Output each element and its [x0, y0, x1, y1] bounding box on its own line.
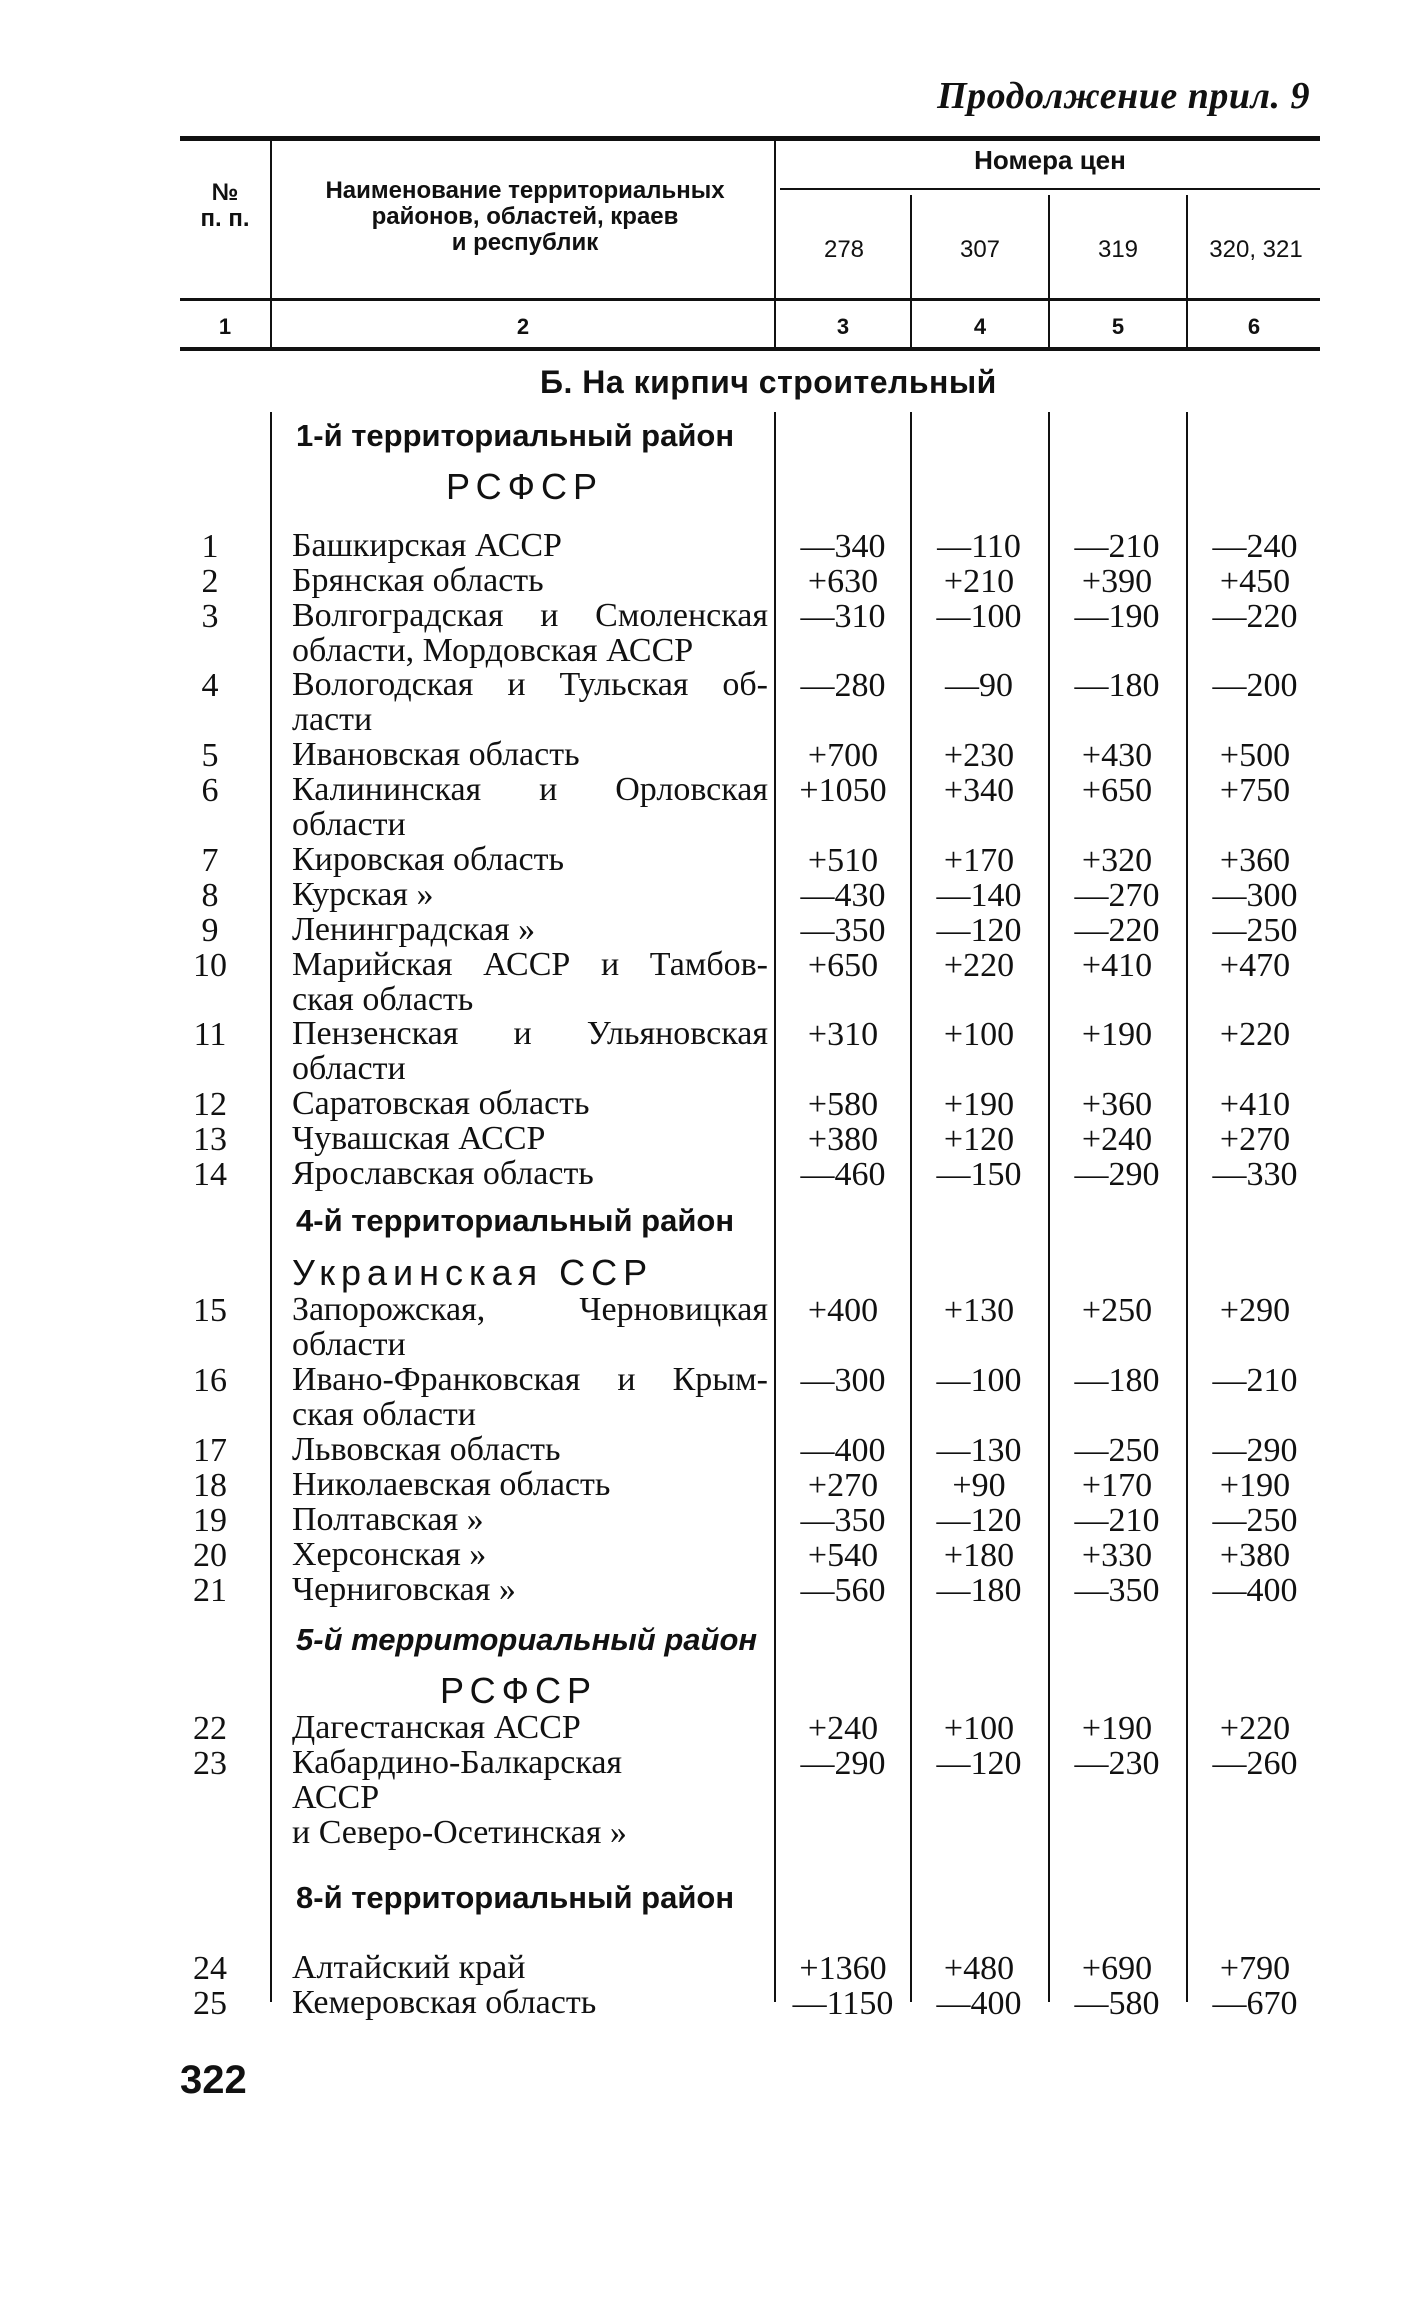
row-name-line: Кировская область: [292, 841, 565, 878]
row-name: [292, 772, 768, 842]
row-number: 19: [193, 1502, 227, 1539]
row-name: [292, 1467, 768, 1502]
row-value-col-6: —300: [1212, 877, 1298, 914]
row-value-col-6: —240: [1212, 528, 1298, 565]
row-number: 11: [193, 1016, 227, 1053]
row-value-col-3: +1360: [799, 1950, 887, 1987]
row-name: [292, 1950, 768, 1985]
row-value-col-5: —210: [1074, 528, 1160, 565]
row-number: 16: [193, 1362, 227, 1399]
row-value-col-3: —350: [800, 912, 886, 949]
row-value-col-5: +690: [1081, 1950, 1153, 1987]
col-number-1: 1: [218, 314, 232, 339]
header-prices-label: Номера цен: [974, 145, 1126, 175]
body-vline-5: [1186, 412, 1188, 2002]
row-name-line: Башкирская АССР: [292, 527, 562, 564]
row-number: 14: [193, 1156, 227, 1193]
row-name-line: области: [292, 1326, 406, 1363]
row-name: [292, 1745, 768, 1850]
row-name-line: Черниговская »: [292, 1571, 516, 1608]
row-name-line: Саратовская область: [292, 1085, 590, 1122]
row-value-col-4: —400: [936, 1985, 1022, 2022]
row-value-col-6: —330: [1212, 1156, 1298, 1193]
row-name-line: Ивановская область: [292, 736, 580, 773]
row-value-col-3: +580: [807, 1086, 879, 1123]
row-value-col-5: —230: [1074, 1745, 1160, 1782]
row-name: [292, 947, 768, 1017]
row-name-line: Кемеровская область: [292, 1984, 597, 2021]
row-name: [292, 563, 768, 598]
row-value-col-4: —130: [936, 1432, 1022, 1469]
row-value-col-3: +700: [807, 737, 879, 774]
row-value-col-3: +650: [807, 947, 879, 984]
row-value-col-3: +1050: [799, 772, 887, 809]
row-name: [292, 1156, 768, 1191]
col-number-4: 4: [973, 314, 987, 339]
row-name-line: Ленинградская »: [292, 911, 536, 948]
row-value-col-3: +510: [807, 842, 879, 879]
row-value-col-3: +380: [807, 1121, 879, 1158]
row-value-col-4: +130: [943, 1292, 1015, 1329]
row-value-col-3: —1150: [792, 1985, 894, 2022]
row-value-col-5: —220: [1074, 912, 1160, 949]
row-number: 9: [201, 912, 219, 949]
header-number-sign: №: [211, 179, 239, 206]
row-name-line: Львовская область: [292, 1431, 561, 1468]
row-value-col-5: —250: [1074, 1432, 1160, 1469]
row-name: [292, 877, 768, 912]
row-number: 18: [193, 1467, 227, 1504]
row-name: [292, 1432, 768, 1467]
row-value-col-4: +340: [943, 772, 1015, 809]
row-value-col-3: —400: [800, 1432, 886, 1469]
row-value-col-3: —350: [800, 1502, 886, 1539]
region-1-title: 1-й территориальный район: [296, 418, 735, 453]
row-value-col-5: +190: [1081, 1710, 1153, 1747]
row-value-col-5: —180: [1074, 1362, 1160, 1399]
row-number: 4: [201, 667, 219, 704]
row-value-col-5: +390: [1081, 563, 1153, 600]
region-4-title: 4-й территориальный район: [296, 1203, 735, 1238]
body-vline-3: [910, 412, 912, 2002]
row-name: [292, 667, 768, 737]
row-name-line: Вологодская и Тульская об-: [292, 666, 768, 703]
row-value-col-4: +100: [943, 1710, 1015, 1747]
row-value-col-3: +240: [807, 1710, 879, 1747]
row-value-col-6: +360: [1219, 842, 1291, 879]
row-name-line: АССР: [292, 1779, 380, 1816]
row-name-line: Ивано-Франковская и Крым-: [292, 1361, 768, 1398]
row-value-col-3: —280: [800, 667, 886, 704]
header-col-320-321: 320, 321: [1209, 236, 1303, 263]
row-value-col-6: —210: [1212, 1362, 1298, 1399]
row-number: 15: [193, 1292, 227, 1329]
row-value-col-5: —290: [1074, 1156, 1160, 1193]
row-value-col-4: +100: [943, 1016, 1015, 1053]
header-name-line-3: и республик: [451, 229, 599, 256]
row-value-col-5: +170: [1081, 1467, 1153, 1504]
row-value-col-5: +240: [1081, 1121, 1153, 1158]
row-value-col-5: +360: [1081, 1086, 1153, 1123]
row-name-line: Кабардино-Балкарская: [292, 1744, 623, 1781]
row-name: [292, 1121, 768, 1156]
row-name-line: и Северо-Осетинская »: [292, 1814, 627, 1851]
row-name: [292, 1086, 768, 1121]
running-head: Продолжение прил. 9: [937, 75, 1310, 117]
row-name: [292, 912, 768, 947]
row-value-col-5: +190: [1081, 1016, 1153, 1053]
row-value-col-4: +480: [943, 1950, 1015, 1987]
row-number: 10: [193, 947, 227, 984]
row-name-line: Брянская область: [292, 562, 544, 599]
row-name: [292, 1572, 768, 1607]
body-vline-4: [1048, 412, 1050, 2002]
col-number-3: 3: [836, 314, 850, 339]
header-col-307: 307: [959, 236, 1001, 263]
row-name-line: Алтайский край: [292, 1949, 526, 1986]
row-value-col-6: +220: [1219, 1710, 1291, 1747]
region-1-republic: РСФСР: [446, 466, 603, 507]
row-value-col-4: +190: [943, 1086, 1015, 1123]
row-value-col-6: +290: [1219, 1292, 1291, 1329]
row-value-col-5: +430: [1081, 737, 1153, 774]
row-value-col-4: —100: [936, 598, 1022, 635]
header-name-line-2: районов, областей, краев: [371, 203, 679, 230]
col-number-2: 2: [516, 314, 530, 339]
row-number: 1: [201, 528, 219, 565]
row-number: 21: [193, 1572, 227, 1609]
row-name-line: области, Мордовская АССР: [292, 632, 694, 669]
row-name-line: Николаевская область: [292, 1466, 611, 1503]
row-value-col-4: —150: [936, 1156, 1022, 1193]
row-name-line: Чувашская АССР: [292, 1120, 546, 1157]
row-value-col-4: +170: [943, 842, 1015, 879]
region-5-title: 5-й территориальный район: [296, 1622, 758, 1657]
row-name-line: Полтавская »: [292, 1501, 484, 1538]
row-value-col-5: —180: [1074, 667, 1160, 704]
row-value-col-6: +790: [1219, 1950, 1291, 1987]
row-value-col-3: +630: [807, 563, 879, 600]
page-number: 322: [180, 2058, 247, 2102]
row-value-col-4: —120: [936, 1502, 1022, 1539]
row-value-col-3: —460: [800, 1156, 886, 1193]
row-value-col-4: +180: [943, 1537, 1015, 1574]
row-value-col-6: +410: [1219, 1086, 1291, 1123]
row-name: [292, 528, 768, 563]
row-name-line: ская область: [292, 981, 474, 1018]
row-value-col-5: +330: [1081, 1537, 1153, 1574]
row-name-line: области: [292, 806, 406, 843]
row-value-col-5: —210: [1074, 1502, 1160, 1539]
row-name: [292, 1537, 768, 1572]
row-value-col-5: —580: [1074, 1985, 1160, 2022]
row-name-line: Ярославская область: [292, 1155, 594, 1192]
row-value-col-3: —310: [800, 598, 886, 635]
row-value-col-4: +230: [943, 737, 1015, 774]
row-value-col-5: —350: [1074, 1572, 1160, 1609]
row-number: 12: [193, 1086, 227, 1123]
row-value-col-4: +210: [943, 563, 1015, 600]
row-value-col-3: —430: [800, 877, 886, 914]
body-vline-1: [270, 412, 272, 2002]
row-name-line: Калининская и Орловская: [292, 771, 768, 808]
header-col-278: 278: [823, 236, 865, 263]
row-value-col-6: —290: [1212, 1432, 1298, 1469]
row-number: 5: [201, 737, 219, 774]
row-number: 2: [201, 563, 219, 600]
row-name: [292, 1710, 768, 1745]
header-number-label: [180, 180, 270, 232]
row-value-col-3: —560: [800, 1572, 886, 1609]
header-col-319: 319: [1097, 236, 1139, 263]
row-number: 6: [201, 772, 219, 809]
row-name-line: Волгоградская и Смоленская: [292, 597, 768, 634]
header-name-line-1: Наименование территориальных: [325, 177, 725, 204]
row-value-col-6: +190: [1219, 1467, 1291, 1504]
number-row-rule: [180, 347, 1320, 351]
row-value-col-5: —190: [1074, 598, 1160, 635]
header-inner-rule: [780, 188, 1320, 190]
row-name-line: Марийская АССР и Тамбов-: [292, 946, 768, 983]
row-name-line: области: [292, 1050, 406, 1087]
row-number: 23: [193, 1745, 227, 1782]
row-value-col-6: —260: [1212, 1745, 1298, 1782]
row-value-col-6: +750: [1219, 772, 1291, 809]
region-8-title: 8-й территориальный район: [296, 1880, 735, 1915]
col-number-6: 6: [1247, 314, 1261, 339]
row-value-col-6: +500: [1219, 737, 1291, 774]
row-name: [292, 1292, 768, 1362]
section-title: Б. На кирпич строительный: [540, 364, 997, 400]
row-value-col-4: —110: [937, 528, 1021, 565]
row-name-line: Запорожская, Черновицкая: [292, 1291, 768, 1328]
row-value-col-3: +540: [807, 1537, 879, 1574]
row-value-col-3: +400: [807, 1292, 879, 1329]
header-bottom-rule: [180, 298, 1320, 301]
row-value-col-5: +410: [1081, 947, 1153, 984]
row-name: [292, 1362, 768, 1432]
row-value-col-4: +120: [943, 1121, 1015, 1158]
row-value-col-5: +650: [1081, 772, 1153, 809]
row-value-col-4: +90: [952, 1467, 1006, 1504]
row-value-col-6: +220: [1219, 1016, 1291, 1053]
body-vline-2: [774, 412, 776, 2002]
row-value-col-4: +220: [943, 947, 1015, 984]
row-value-col-5: —270: [1074, 877, 1160, 914]
row-value-col-6: —200: [1212, 667, 1298, 704]
col-number-5: 5: [1111, 314, 1125, 339]
row-number: 17: [193, 1432, 227, 1469]
row-value-col-3: —290: [800, 1745, 886, 1782]
row-name: [292, 842, 768, 877]
row-name-line: Курская »: [292, 876, 434, 913]
row-value-col-3: —340: [800, 528, 886, 565]
row-value-col-4: —120: [936, 912, 1022, 949]
row-value-col-6: +380: [1219, 1537, 1291, 1574]
row-name-line: Пензенская и Ульяновская: [292, 1015, 768, 1052]
row-value-col-6: +450: [1219, 563, 1291, 600]
row-value-col-4: —140: [936, 877, 1022, 914]
header-number-abbr: п. п.: [200, 205, 250, 232]
row-name: [292, 737, 768, 772]
row-name-line: ласти: [292, 701, 373, 738]
row-value-col-5: +250: [1081, 1292, 1153, 1329]
row-value-col-4: —180: [936, 1572, 1022, 1609]
row-value-col-4: —120: [936, 1745, 1022, 1782]
row-value-col-4: —90: [945, 667, 1013, 704]
row-value-col-6: +470: [1219, 947, 1291, 984]
row-number: 22: [193, 1710, 227, 1747]
region-5-republic: РСФСР: [440, 1670, 597, 1711]
row-value-col-4: —100: [936, 1362, 1022, 1399]
row-value-col-6: —250: [1212, 1502, 1298, 1539]
row-name-line: ская области: [292, 1396, 476, 1433]
row-name: [292, 598, 768, 668]
row-value-col-6: +270: [1219, 1121, 1291, 1158]
region-4-republic: Украинская ССР: [292, 1252, 654, 1293]
row-value-col-6: —250: [1212, 912, 1298, 949]
row-name-line: Херсонская »: [292, 1536, 487, 1573]
row-number: 24: [193, 1950, 227, 1987]
row-value-col-3: +270: [807, 1467, 879, 1504]
row-value-col-3: +310: [807, 1016, 879, 1053]
row-number: 3: [201, 598, 219, 635]
row-value-col-5: +320: [1081, 842, 1153, 879]
row-value-col-6: —670: [1212, 1985, 1298, 2022]
row-number: 13: [193, 1121, 227, 1158]
row-value-col-3: —300: [800, 1362, 886, 1399]
row-value-col-6: —220: [1212, 598, 1298, 635]
row-value-col-6: —400: [1212, 1572, 1298, 1609]
row-number: 20: [193, 1537, 227, 1574]
row-number: 7: [201, 842, 219, 879]
row-name: [292, 1985, 768, 2020]
row-number: 8: [201, 877, 219, 914]
row-number: 25: [193, 1985, 227, 2022]
row-name: [292, 1016, 768, 1086]
row-name-line: Дагестанская АССР: [292, 1709, 581, 1746]
top-rule: [180, 136, 1320, 141]
header-name-label: [280, 178, 770, 256]
row-name: [292, 1502, 768, 1537]
